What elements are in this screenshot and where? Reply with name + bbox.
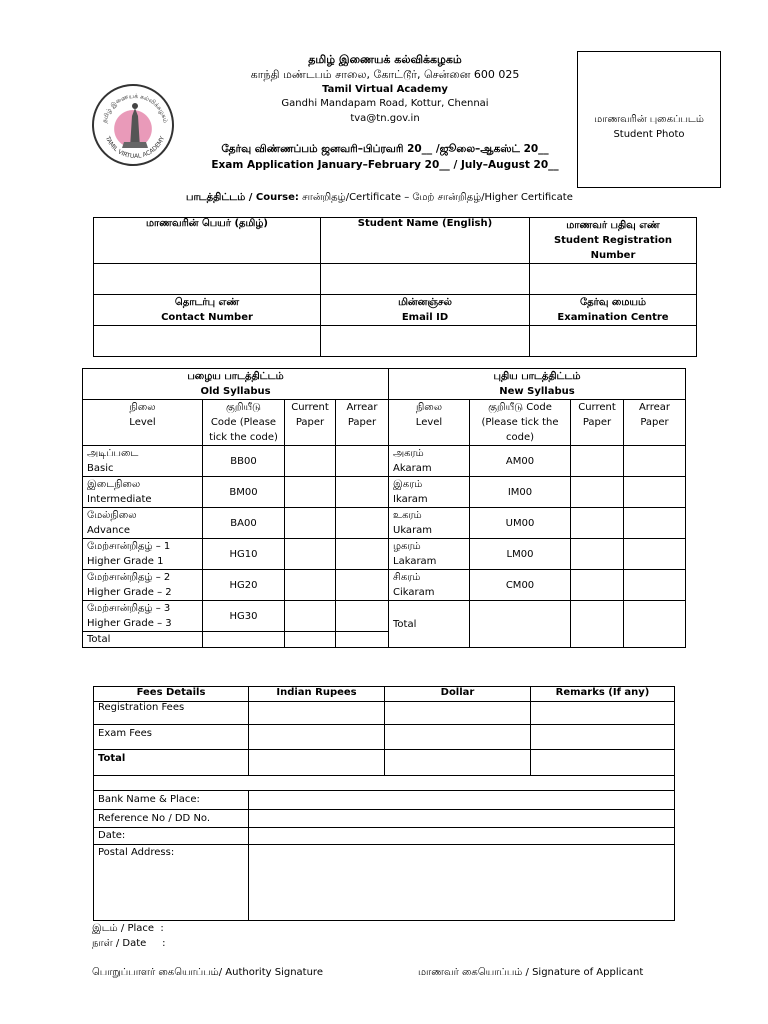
registration-fees-remarks-field[interactable] [531, 702, 675, 725]
table-row [94, 264, 697, 295]
student-name-tamil-header: மாணவரின் பெயர் (தமிழ்) [94, 218, 321, 264]
old-code-cell[interactable]: HG10 [203, 539, 285, 570]
org-name-english: Tamil Virtual Academy [322, 84, 448, 95]
fees-total-label: Total [94, 750, 249, 776]
old-level-cell: மேற்சான்றிதழ் – 3 Higher Grade – 3 [83, 601, 203, 632]
exam-fees-label: Exam Fees [94, 725, 249, 750]
postal-address-label: Postal Address: [94, 845, 249, 921]
old-code-cell[interactable]: HG20 [203, 570, 285, 601]
table-row [83, 477, 686, 508]
indian-rupees-header: Indian Rupees [249, 687, 385, 702]
registration-number-header: மாணவர் பதிவு எண் Student Registration Number [530, 218, 697, 264]
org-name-tamil: தமிழ் இணையக் கல்விக்கழகம் [308, 53, 462, 66]
new-total-current-cell[interactable] [571, 601, 624, 648]
table-row [94, 687, 675, 702]
new-code-cell[interactable]: UM00 [470, 508, 571, 539]
student-name-english-header: Student Name (English) [321, 218, 530, 264]
contact-number-field[interactable] [94, 326, 321, 357]
new-level-cell: உகரம் Ukaram [389, 508, 470, 539]
course-options: சான்றிதழ்/Certificate – மேற் சான்றிதழ்/Higher Certificate [298, 192, 573, 203]
old-current-paper-cell[interactable] [285, 570, 336, 601]
fees-total-rupees-field[interactable] [249, 750, 385, 776]
new-code-cell[interactable]: CM00 [470, 570, 571, 601]
examination-centre-header: தேர்வு மையம் Examination Centre [530, 295, 697, 326]
new-code-cell[interactable]: AM00 [470, 446, 571, 477]
table-row [83, 570, 686, 601]
new-current-paper-cell[interactable] [571, 446, 624, 477]
fees-details-header: Fees Details [94, 687, 249, 702]
old-level-cell: இடைநிலை Intermediate [83, 477, 203, 508]
exam-title-tamil: தேர்வு விண்ணப்பம் ஜனவரி–பிப்ரவரி 20__ /ஜூலை–ஆகஸ்ட் 20__ [221, 143, 549, 155]
contact-email: tva@tn.gov.in [350, 113, 420, 124]
old-level-cell: அடிப்படை Basic [83, 446, 203, 477]
student-photo-box [577, 51, 721, 188]
old-total-code-cell[interactable] [203, 632, 285, 648]
table-row [94, 326, 697, 357]
registration-fees-dollar-field[interactable] [385, 702, 531, 725]
table-row [94, 750, 675, 776]
bank-name-field[interactable] [249, 791, 675, 810]
old-arrear-paper-header: Arrear Paper [336, 400, 389, 446]
new-level-cell: சிகரம் Cikaram [389, 570, 470, 601]
old-level-cell: மேல்நிலை Advance [83, 508, 203, 539]
fees-total-dollar-field[interactable] [385, 750, 531, 776]
old-total-label: Total [83, 632, 203, 648]
table-row [83, 601, 686, 632]
syllabus-table [82, 368, 686, 648]
table-row [83, 446, 686, 477]
old-code-cell[interactable]: BB00 [203, 446, 285, 477]
old-current-paper-cell[interactable] [285, 508, 336, 539]
logo-ring-top-text: தமிழ் இணையக் கல்விக்கழகம் [101, 92, 169, 124]
old-arrear-paper-cell[interactable] [336, 477, 389, 508]
new-current-paper-cell[interactable] [571, 477, 624, 508]
new-code-header: குறியீடு Code (Please tick the code) [470, 400, 571, 446]
exam-fees-rupees-field[interactable] [249, 725, 385, 750]
old-level-header: நிலை Level [83, 400, 203, 446]
table-row [83, 539, 686, 570]
new-syllabus-header: புதிய பாடத்திட்டம் New Syllabus [389, 369, 686, 400]
new-level-header: நிலை Level [389, 400, 470, 446]
old-current-paper-header: Current Paper [285, 400, 336, 446]
email-id-field[interactable] [321, 326, 530, 357]
new-arrear-paper-cell[interactable] [624, 446, 686, 477]
table-row [94, 810, 675, 828]
address-tamil: காந்தி மண்டபம் சாலை, கோட்டூர், சென்னை 600 025 [250, 68, 520, 81]
old-code-cell[interactable]: BM00 [203, 477, 285, 508]
table-row [94, 725, 675, 750]
reference-number-field[interactable] [249, 810, 675, 828]
logo-ring-bottom-text: TAMIL VIRTUAL ACADEMY [103, 135, 167, 161]
old-arrear-paper-cell[interactable] [336, 508, 389, 539]
date-footer-label: நாள் / Date : [92, 938, 166, 949]
fees-table [93, 686, 675, 921]
authority-signature-label: பொறுப்பாளர் கையொப்பம்/ Authority Signature [92, 967, 323, 978]
exam-title-english: Exam Application January–February 20__ / July–August 20__ [211, 159, 559, 171]
student-name-english-field[interactable] [321, 264, 530, 295]
new-level-cell: இகரம் Ikaram [389, 477, 470, 508]
new-level-cell: ழகரம் Lakaram [389, 539, 470, 570]
address-english: Gandhi Mandapam Road, Kottur, Chennai [281, 98, 489, 109]
table-row [94, 828, 675, 845]
old-total-current-cell[interactable] [285, 632, 336, 648]
registration-number-field[interactable] [530, 264, 697, 295]
new-current-paper-cell[interactable] [571, 508, 624, 539]
new-code-cell[interactable]: LM00 [470, 539, 571, 570]
new-arrear-paper-cell[interactable] [624, 539, 686, 570]
table-row [94, 791, 675, 810]
table-row [83, 508, 686, 539]
table-row [94, 702, 675, 725]
old-current-paper-cell[interactable] [285, 446, 336, 477]
new-total-code-cell[interactable] [470, 601, 571, 648]
old-arrear-paper-cell[interactable] [336, 446, 389, 477]
dollar-header: Dollar [385, 687, 531, 702]
old-level-cell: மேற்சான்றிதழ் – 2 Higher Grade – 2 [83, 570, 203, 601]
old-arrear-paper-cell[interactable] [336, 570, 389, 601]
old-arrear-paper-cell[interactable] [336, 539, 389, 570]
student-name-tamil-field[interactable] [94, 264, 321, 295]
new-arrear-paper-cell[interactable] [624, 508, 686, 539]
fees-total-remarks-field[interactable] [531, 750, 675, 776]
old-current-paper-cell[interactable] [285, 539, 336, 570]
old-arrear-paper-cell[interactable] [336, 601, 389, 632]
reference-number-label: Reference No / DD No. [94, 810, 249, 828]
old-code-header: குறியீடு Code (Please tick the code) [203, 400, 285, 446]
registration-fees-rupees-field[interactable] [249, 702, 385, 725]
old-current-paper-cell[interactable] [285, 601, 336, 632]
new-arrear-paper-cell[interactable] [624, 570, 686, 601]
examination-centre-field[interactable] [530, 326, 697, 357]
new-current-paper-cell[interactable] [571, 570, 624, 601]
table-row [83, 400, 686, 446]
date-label: Date: [94, 828, 249, 845]
old-code-cell[interactable]: BA00 [203, 508, 285, 539]
table-row [94, 218, 697, 264]
new-code-cell[interactable]: IM00 [470, 477, 571, 508]
date-field[interactable] [249, 828, 675, 845]
student-details-table [93, 217, 697, 357]
new-level-cell: அகரம் Akaram [389, 446, 470, 477]
exam-fees-remarks-field[interactable] [531, 725, 675, 750]
applicant-signature-label: மாணவர் கையொப்பம் / Signature of Applicant [418, 967, 644, 978]
registration-fees-label: Registration Fees [94, 702, 249, 725]
photo-label-tamil: மாணவரின் புகைப்படம் [594, 114, 704, 125]
new-current-paper-cell[interactable] [571, 539, 624, 570]
course-label: பாடத்திட்டம் / Course: [186, 192, 299, 203]
table-row [94, 295, 697, 326]
new-arrear-paper-cell[interactable] [624, 477, 686, 508]
old-syllabus-header: பழைய பாடத்திட்டம் Old Syllabus [83, 369, 389, 400]
exam-fees-dollar-field[interactable] [385, 725, 531, 750]
table-row [94, 845, 675, 921]
bank-name-label: Bank Name & Place: [94, 791, 249, 810]
photo-label-english: Student Photo [613, 129, 685, 140]
place-label: இடம் / Place : [92, 923, 164, 934]
contact-number-header: தொடர்பு எண் Contact Number [94, 295, 321, 326]
new-current-paper-header: Current Paper [571, 400, 624, 446]
fees-spacer-row [94, 776, 675, 791]
new-arrear-paper-header: Arrear Paper [624, 400, 686, 446]
old-level-cell: மேற்சான்றிதழ் – 1 Higher Grade 1 [83, 539, 203, 570]
remarks-header: Remarks (If any) [531, 687, 675, 702]
old-total-arrear-cell[interactable] [336, 632, 389, 648]
new-total-arrear-cell[interactable] [624, 601, 686, 648]
table-row [83, 369, 686, 400]
email-id-header: மின்னஞ்சல் Email ID [321, 295, 530, 326]
new-total-label: Total [389, 601, 470, 648]
course-line [186, 192, 573, 204]
postal-address-field[interactable] [249, 845, 675, 921]
table-row [94, 776, 675, 791]
old-current-paper-cell[interactable] [285, 477, 336, 508]
old-code-cell[interactable]: HG30 [203, 601, 285, 632]
